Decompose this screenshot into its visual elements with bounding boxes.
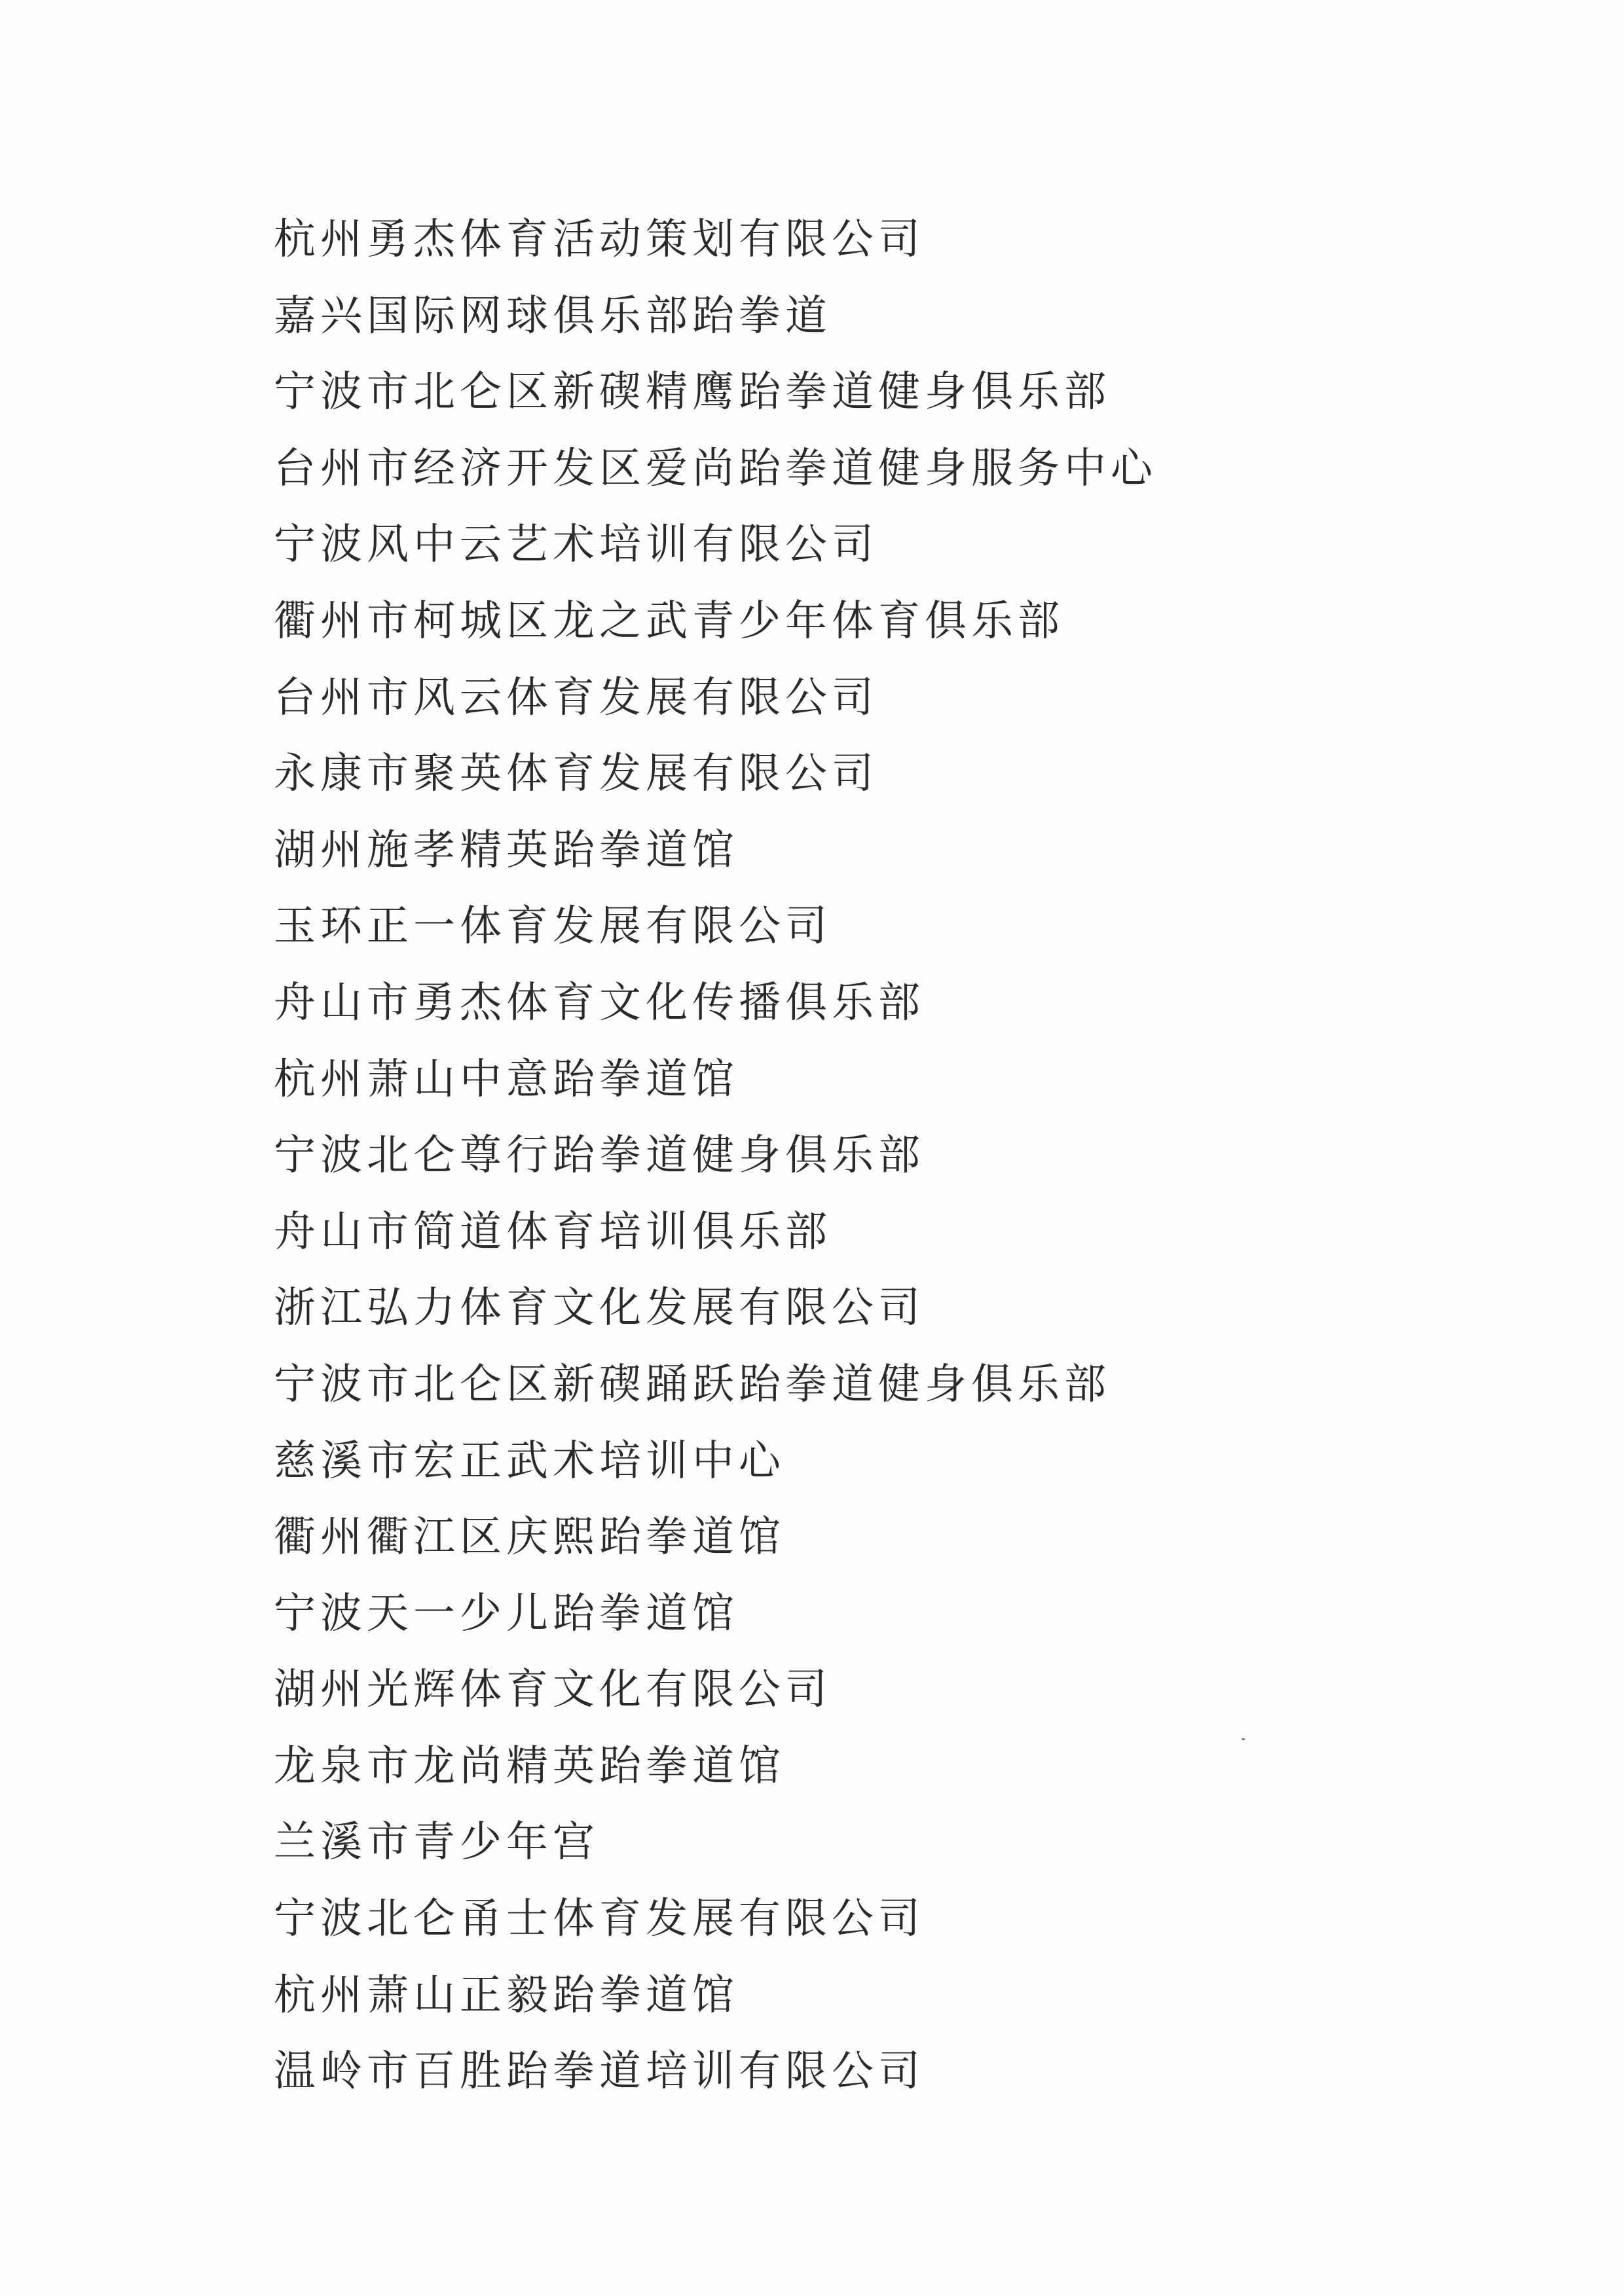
scan-speck [1242, 1738, 1245, 1740]
list-item: 宁波北仑尊行跆拳道健身俱乐部 [274, 1131, 925, 1180]
list-item: 湖州施孝精英跆拳道馆 [274, 826, 739, 875]
organization-list [274, 208, 1157, 2117]
list-item: 杭州勇杰体育活动策划有限公司 [274, 215, 925, 264]
list-item: 衢州市柯城区龙之武青少年体育俱乐部 [274, 596, 1064, 646]
list-item: 慈溪市宏正武术培训中心 [274, 1436, 785, 1485]
list-item: 杭州萧山正毅跆拳道馆 [274, 1971, 739, 2020]
list-item: 兰溪市青少年宫 [274, 1818, 599, 1867]
list-item: 宁波风中云艺术培训有限公司 [274, 520, 878, 570]
list-item: 台州市风云体育发展有限公司 [274, 673, 878, 722]
list-item: 舟山市简道体育培训俱乐部 [274, 1207, 832, 1256]
list-item: 杭州萧山中意跆拳道馆 [274, 1055, 739, 1104]
list-item: 温岭市百胜跆拳道培训有限公司 [274, 2047, 925, 2096]
list-item: 嘉兴国际网球俱乐部跆拳道 [274, 291, 832, 340]
list-item: 湖州光辉体育文化有限公司 [274, 1666, 832, 1715]
list-item: 浙江弘力体育文化发展有限公司 [274, 1284, 925, 1333]
list-item: 台州市经济开发区爱尚跆拳道健身服务中心 [274, 444, 1157, 493]
list-item: 宁波天一少儿跆拳道馆 [274, 1589, 739, 1638]
list-item: 宁波北仑甬士体育发展有限公司 [274, 1895, 925, 1944]
list-item: 宁波市北仑区新碶踊跃跆拳道健身俱乐部 [274, 1360, 1111, 1409]
list-item: 玉环正一体育发展有限公司 [274, 902, 832, 951]
list-item: 舟山市勇杰体育文化传播俱乐部 [274, 978, 925, 1027]
list-item: 衢州衢江区庆熙跆拳道馆 [274, 1513, 785, 1562]
list-item: 永康市聚英体育发展有限公司 [274, 750, 878, 799]
list-item: 宁波市北仑区新碶精鹰跆拳道健身俱乐部 [274, 368, 1111, 417]
list-item: 龙泉市龙尚精英跆拳道馆 [274, 1741, 785, 1791]
